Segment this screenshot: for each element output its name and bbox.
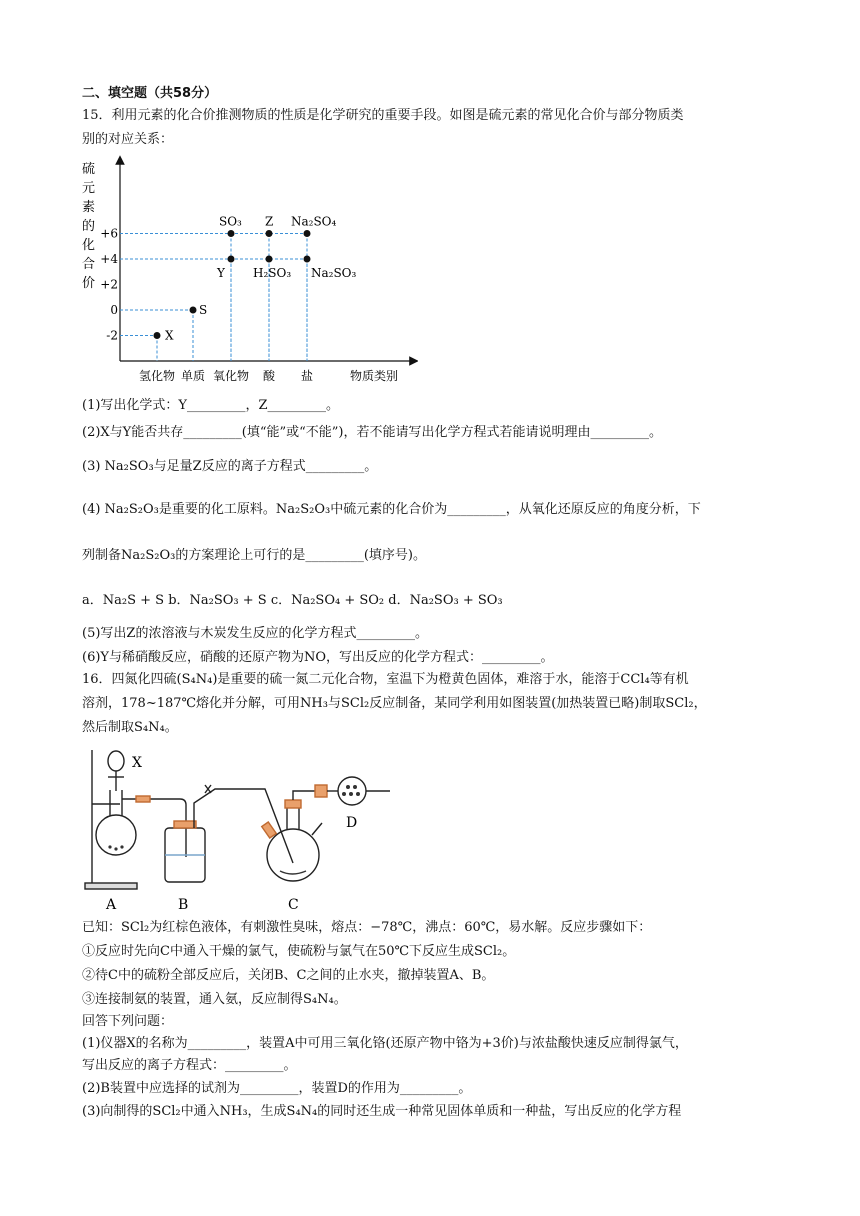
apparatus-label-X: X — [132, 755, 142, 771]
q15-sub3: (3) Na₂SO₃与足量Z反应的离子方程式_________。 — [82, 459, 378, 474]
point-label: X — [165, 328, 174, 343]
x-tick-label: 盐 — [300, 369, 314, 383]
data-point — [228, 256, 235, 263]
point-label: H₂SO₃ — [253, 266, 292, 280]
apparatus-label-D: D — [346, 815, 358, 831]
data-point — [304, 256, 311, 263]
x-tick-label: 氢化物 — [138, 369, 176, 383]
q15-sub2: (2)X与Y能否共存_________(填“能”或“不能”)，若不能请写出化学方程式若能请说明理由_________。 — [82, 425, 662, 440]
x-tick-label: 单质 — [180, 369, 206, 383]
y-tick-label: 0 — [110, 303, 118, 317]
q15-sub4b: 列制备Na₂S₂O₃的方案理论上可行的是_________(填序号)。 — [82, 548, 426, 563]
point-label: S — [199, 303, 208, 317]
x-tick-label: 物质类别 — [349, 369, 399, 383]
point-label: Na₂SO₄ — [291, 214, 337, 229]
y-tick-label: -2 — [106, 328, 118, 343]
q16-sub3: (3)向制得的SCl₂中通入NH₃，生成S₄N₄的同时还生成一种常见固体单质和一种盐，写出反应的化学方程 — [82, 1104, 682, 1119]
q15-options: a．Na₂S + S b．Na₂SO₃ + S c．Na₂SO₄ + SO₂ d．Na₂SO₃ + SO₃ — [82, 593, 503, 608]
y-axis-label-char: 合 — [82, 257, 96, 272]
q15-sub4a: (4) Na₂S₂O₃是重要的化工原料。Na₂S₂O₃中硫元素的化合价为_________，从氧化还原反应的角度分析，下 — [82, 502, 701, 517]
q16-step1: ①反应时先向C中通入干燥的氯气，使硫粉与氯气在50℃下反应生成SCl₂。 — [82, 944, 516, 959]
q15-sub6: (6)Y与稀硝酸反应，硝酸的还原产物为NO，写出反应的化学方程式：_________。 — [82, 650, 554, 665]
point-label: Na₂SO₃ — [311, 266, 357, 280]
q15-line1: 15．利用元素的化合价推测物质的性质是化学研究的重要手段。如图是硫元素的常见化合价与部分物质类 — [82, 108, 684, 123]
q16-sub2: (2)B装置中应选择的试剂为_________，装置D的作用为_________。 — [82, 1081, 472, 1096]
y-axis-label-char: 素 — [82, 200, 96, 215]
section-title: 二、填空题（共58分） — [82, 86, 218, 101]
apparatus-diagram — [80, 745, 410, 915]
point-label: SO₃ — [219, 214, 242, 229]
q15-sub5: (5)写出Z的浓溶液与木炭发生反应的化学方程式_________。 — [82, 626, 428, 641]
q15-sub1: (1)写出化学式：Y_________，Z_________。 — [82, 398, 340, 413]
q16-line3: 然后制取S₄N₄。 — [82, 720, 178, 735]
y-axis-label-char: 的 — [82, 219, 96, 234]
data-point — [304, 230, 311, 237]
data-point — [190, 307, 197, 314]
q16-sub1b: 写出反应的离子方程式：_________。 — [82, 1058, 297, 1073]
point-label: Y — [217, 266, 225, 280]
q16-line1: 16．四氮化四硫(S₄N₄)是重要的硫一氮二元化合物，室温下为橙黄色固体，难溶于水，能溶于CCl₄等有机 — [82, 672, 689, 687]
q16-step3: ③连接制氨的装置，通入氨，反应制得S₄N₄。 — [82, 992, 347, 1007]
y-axis-label-char: 价 — [82, 276, 96, 291]
q16-step2: ②待C中的硫粉全部反应后，关闭B、C之间的止水夹，撤掉装置A、B。 — [82, 968, 495, 983]
apparatus-label-B: B — [178, 897, 189, 913]
y-tick-label: +2 — [100, 277, 118, 292]
y-axis-label-char: 化 — [82, 238, 96, 253]
x-tick-label: 酸 — [262, 369, 276, 383]
y-tick-label: +6 — [100, 226, 118, 241]
x-tick-label: 氧化物 — [212, 369, 250, 383]
q16-sub1a: (1)仪器X的名称为_________，装置A中可用三氧化铬(还原产物中铬为+3价)与浓盐酸快速反应制得氯气， — [82, 1036, 688, 1051]
apparatus-label-A: A — [106, 897, 117, 913]
q16-line2: 溶剂，178~187℃熔化并分解，可用NH₃与SCl₂反应制备，某同学利用如图装置(加热装置已略)制取SCl₂， — [82, 696, 707, 711]
y-axis-label-char: 元 — [82, 181, 96, 196]
data-point — [154, 332, 161, 339]
data-point — [266, 256, 273, 263]
y-tick-label: +4 — [100, 252, 118, 266]
valence-chart — [78, 155, 418, 387]
data-point — [266, 230, 273, 237]
point-label: Z — [265, 214, 274, 229]
data-point — [228, 230, 235, 237]
q16-known: 已知：SCl₂为红棕色液体，有刺激性臭味，熔点：−78℃，沸点：60℃，易水解。反应步骤如下： — [82, 920, 652, 935]
apparatus-label-C: C — [288, 897, 299, 913]
q15-line2: 别的对应关系： — [82, 132, 174, 147]
y-axis-label-char: 硫 — [82, 162, 96, 177]
q16-answer-intro: 回答下列问题： — [82, 1014, 174, 1029]
